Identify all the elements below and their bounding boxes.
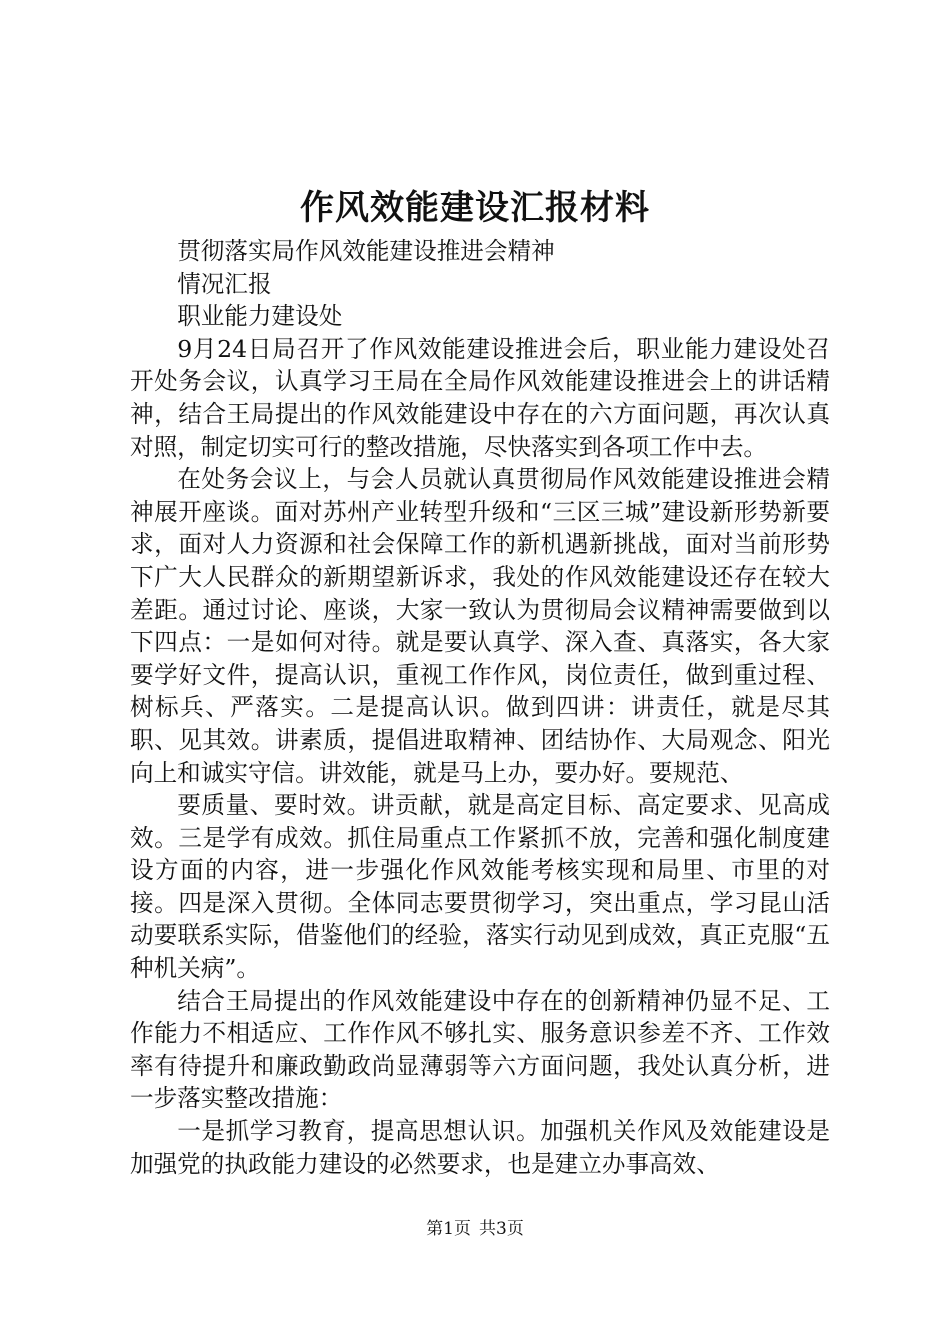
document-body [130, 235, 830, 1180]
document-title: 作风效能建设汇报材料 [300, 188, 650, 228]
page-number: 第1页 [426, 1219, 471, 1239]
page-footer [0, 1217, 950, 1241]
page-total: 共3页 [479, 1219, 524, 1239]
body-paragraph: 一是抓学习教育，提高思想认识。加强机关作风及效能建设是加强党的执政能力建设的必然要求，也是建立办事高效、 [130, 1117, 830, 1178]
subtitle-line: 贯彻落实局作风效能建设推进会精神 [177, 237, 555, 265]
department-line: 职业能力建设处 [177, 302, 343, 331]
body-paragraph: 在处务会议上，与会人员就认真贯彻局作风效能建设推进会精神展开座谈。面对苏州产业转型升级和“三区三城”建设新形势新要求，面对人力资源和社会保障工作的新机遇新挑战，面对当前形势下广大人民群众的新期望新诉求，我处的作风效能建设还存在较大差距。通过讨论、座谈，大家一致认为贯彻局会议精神需要做到以下四点：一是如何对待。就是要认真学、深入查、真落实，各大家要学好文件，提高认识，重视工作作风，岗位责任，做到重过程、树标兵、严落实。二是提高认识。做到四讲：讲责任，就是尽其职、见其效。讲素质，提倡进取精神、团结协作、大局观念、阳光向上和诚实守信。讲效能，就是马上办，要办好。要规范、 [130, 465, 830, 787]
subtitle-line: 情况汇报 [177, 269, 272, 298]
body-paragraph: 9月24日局召开了作风效能建设推进会后，职业能力建设处召开处务会议，认真学习王局在全局作风效能建设推进会上的讲话精神，结合王局提出的作风效能建设中存在的六方面问题，再次认真对照，制定切实可行的整改措施，尽快落实到各项工作中去。 [130, 334, 830, 461]
body-paragraph: 要质量、要时效。讲贡献，就是高定目标、高定要求、见高成效。三是学有成效。抓住局重点工作紧抓不放，完善和强化制度建设方面的内容，进一步强化作风效能考核实现和局里、市里的对接。四是深入贯彻。全体同志要贯彻学习，突出重点，学习昆山活动要联系实际，借鉴他们的经验，落实行动见到成效，真正克服“五种机关病”。 [130, 791, 830, 983]
body-paragraph: 结合王局提出的作风效能建设中存在的创新精神仍显不足、工作能力不相适应、工作作风不够扎实、服务意识参差不齐、工作效率有待提升和廉政勤政尚显薄弱等六方面问题，我处认真分析，进一步落实整改措施： [130, 986, 830, 1113]
